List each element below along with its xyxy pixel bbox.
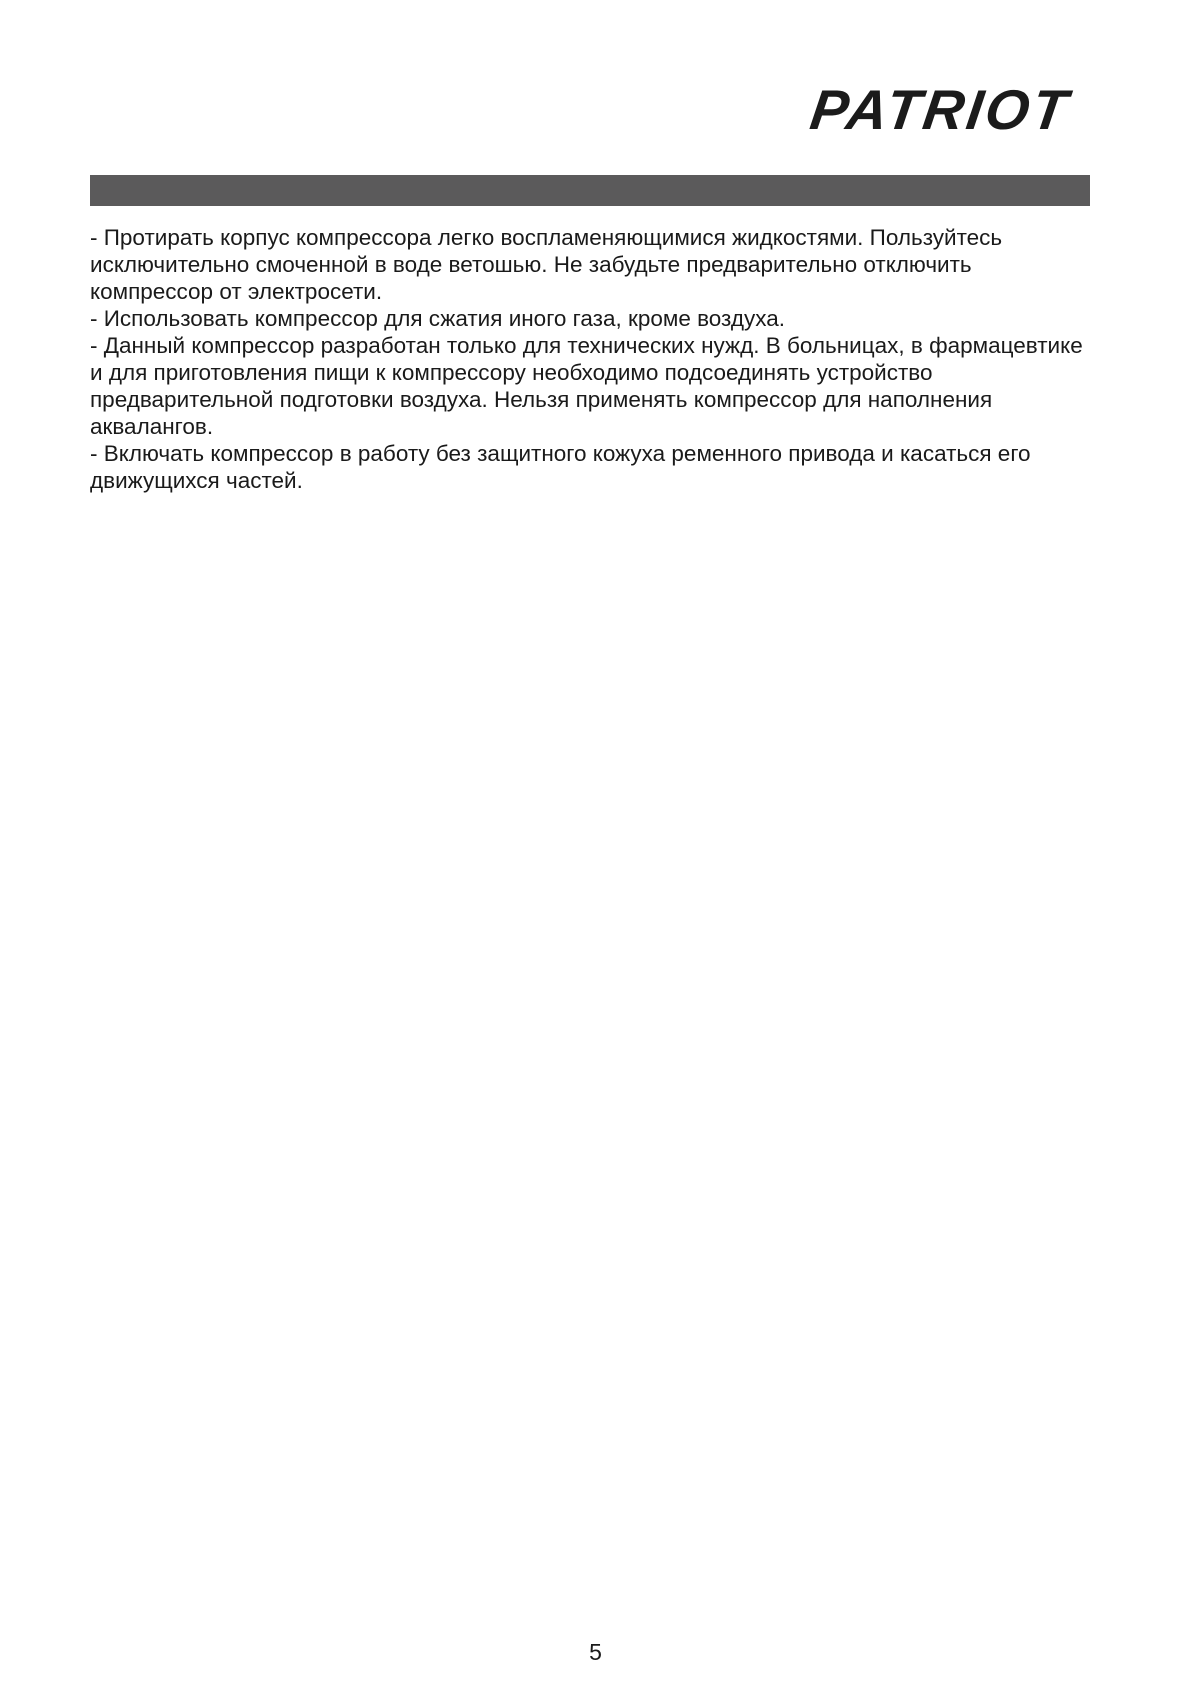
body-text bbox=[90, 224, 1100, 494]
brand-logo: PATRIOT bbox=[806, 78, 1074, 141]
paragraph: - Использовать компрессор для сжатия иного газа, кроме воздуха. bbox=[90, 306, 786, 331]
page-number: 5 bbox=[589, 1639, 602, 1665]
paragraph: - Включать компрессор в работу без защитного кожуха ременного привода и касаться его движущихся частей. bbox=[90, 441, 1031, 493]
paragraph: - Протирать корпус компрессора легко воспламеняющимися жидкостями. Пользуйтесь исключительно смоченной в воде ветошью. Не забудьте предварительно отключить компрессор от электросети. bbox=[90, 225, 1003, 304]
section-header-bar bbox=[90, 175, 1090, 206]
paragraph: - Данный компрессор разработан только для технических нужд. В больницах, в фармацевтике и для приготовления пищи к компрессору необходимо подсоединять устройство предварительной подготовки воздуха. Нельзя применять компрессор для наполнения аквалангов. bbox=[90, 333, 1083, 439]
